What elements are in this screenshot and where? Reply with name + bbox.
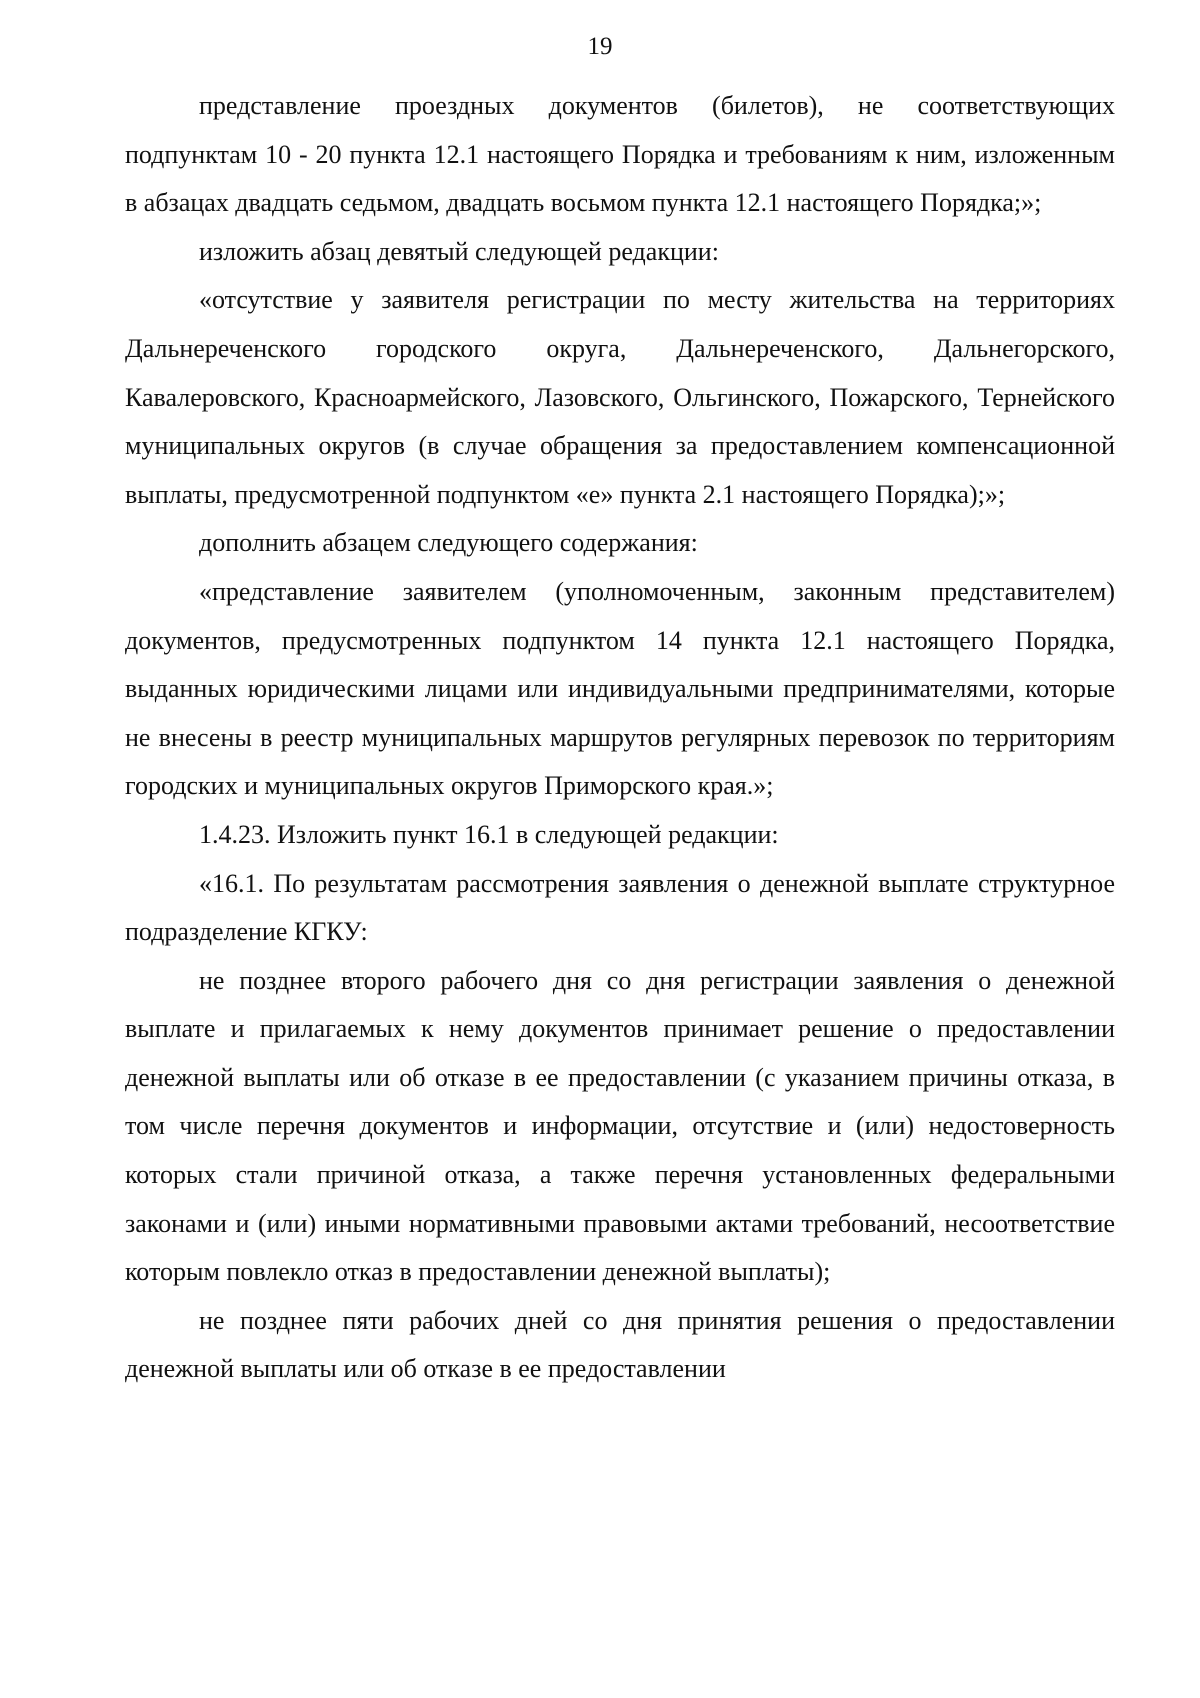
paragraph-item-16-1: «16.1. По результатам рассмотрения заявления о денежной выплате структурное подразделение КГКУ:	[125, 868, 1115, 947]
page-number: 19	[587, 33, 613, 60]
document-body	[125, 82, 1115, 1394]
paragraph-registration-absence: «отсутствие у заявителя регистрации по месту жительства на территориях Дальнереченского городского округа, Дальнереченского, Дальнегорского, Кавалеровского, Красноармейского, Лазовского, Ольгинского, Пожарского, Тернейского муниципальных округов (в случае обращения за предоставлением компенсационной выплаты, предусмотренной подпунктом «е» пункта 2.1 настоящего Порядка);»;	[125, 285, 1115, 509]
paragraph-documents-submission: «представление заявителем (уполномоченным, законным представителем) документов, предусмотренных подпунктом 14 пункта 12.1 настоящего Порядка, выданных юридическими лицами или индивидуальными предпринимателями, которые не внесены в реестр муниципальных маршрутов регулярных перевозок по территориям городских и муниципальных округов Приморского края.»;	[125, 576, 1115, 801]
paragraph-notification-deadline: не позднее пяти рабочих дней со дня принятия решения о предоставлении денежной выплаты или об отказе в ее предоставлении	[125, 1305, 1115, 1384]
paragraph-tickets: представление проездных документов (билетов), не соответствующих подпунктам 10 - 20 пункта 12.1 настоящего Порядка и требованиям к ним, изложенным в абзацах двадцать седьмом, двадцать восьмом пункта 12.1 настоящего Порядка;»;	[125, 91, 1115, 218]
paragraph-instruction-add: дополнить абзацем следующего содержания:	[199, 528, 698, 558]
paragraph-instruction-ninth: изложить абзац девятый следующей редакции:	[199, 236, 719, 266]
paragraph-decision-deadline: не позднее второго рабочего дня со дня регистрации заявления о денежной выплате и прилагаемых к нему документов принимает решение о предоставлении денежной выплаты или об отказе в ее предоставлении (с указанием причины отказа, в том числе перечня документов и информации, отсутствие и (или) недостоверность которых стали причиной отказа, а также перечня установленных федеральными законами и (или) иными нормативными правовыми актами требований, несоответствие которым повлекло отказ в предоставлении денежной выплаты);	[125, 965, 1115, 1287]
paragraph-item-1-4-23: 1.4.23. Изложить пункт 16.1 в следующей редакции:	[199, 819, 779, 849]
